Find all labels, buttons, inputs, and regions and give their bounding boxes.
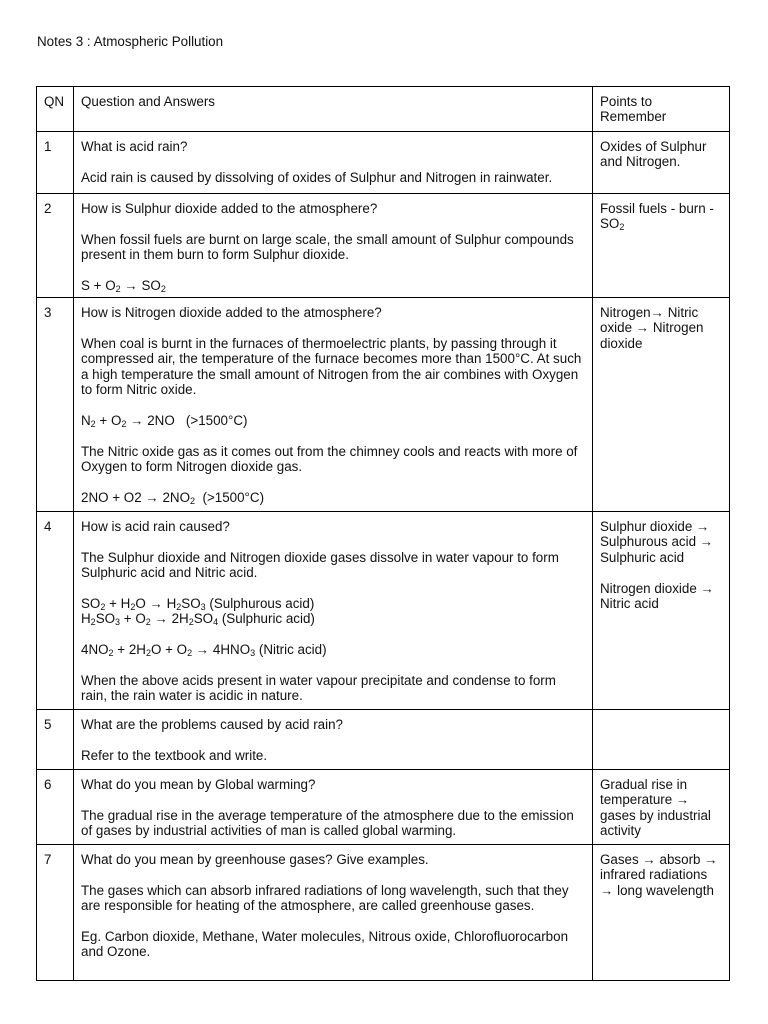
table-row [37, 770, 730, 845]
equation: $N_2 + O_2 \to 2NO$ (>1500°C) [81, 412, 248, 429]
answer: Eg. Carbon dioxide, Methane, Water molecules, Nitrous oxide, Chlorofluorocarbon and Ozone. [81, 929, 569, 960]
answer: The Sulphur dioxide and Nitrogen dioxide gases dissolve in water vapour to form Sulphuric acid and Nitric acid. [81, 549, 559, 581]
question: What are the problems caused by acid rain? [81, 717, 344, 732]
table-row [37, 194, 730, 298]
question: How is acid rain caused? [81, 519, 230, 534]
page-title: Notes 3 : Atmospheric Pollution [37, 34, 224, 49]
points-cell: Fossil fuels - burn - $SO_2$ [593, 194, 730, 298]
qn-cell: 5 [37, 710, 74, 770]
equation: $S + O_2 \to SO_2$ [81, 278, 166, 294]
question: What do you mean by Global warming? [81, 777, 316, 792]
answer: The gases which can absorb infrared radiations of long wavelength, such that they are responsible for heating of the atmosphere, are called greenhouse gases. [81, 882, 569, 914]
points-cell [593, 710, 730, 770]
answer: When fossil fuels are burnt on large scale, the small amount of Sulphur compounds present in them burn to form Sulphur dioxide. [81, 231, 574, 263]
answer: When the above acids present in water vapour precipitate and condense to form rain, the rain water is acidic in nature. [81, 673, 556, 704]
header-points-to-remember: Points to Remember [593, 87, 730, 132]
qa-cell [74, 845, 593, 981]
table-row [37, 132, 730, 194]
table-row [37, 710, 730, 770]
qa-cell [74, 770, 593, 845]
equation: $H_2SO_3 + O_2 \to 2H_2SO_4$ (Sulphuric acid) [81, 611, 315, 628]
header-question-answers: Question and Answers [74, 87, 593, 132]
question: What is acid rain? [81, 139, 188, 154]
table-row [37, 845, 730, 981]
points-cell: Gradual rise in temperature → gases by industrial activity [593, 770, 730, 845]
points-cell: Nitrogen→ Nitric oxide → Nitrogen dioxide [593, 298, 730, 512]
qa-cell [74, 512, 593, 710]
table-row [37, 298, 730, 512]
qa-cell [74, 710, 593, 770]
points-cell: Sulphur dioxide → Sulphurous acid → Sulphuric acid Nitrogen dioxide → Nitric acid [593, 512, 730, 710]
question: What do you mean by greenhouse gases? Give examples. [81, 852, 429, 867]
answer: Acid rain is caused by dissolving of oxides of Sulphur and Nitrogen in rainwater. [81, 169, 553, 185]
table-row [37, 512, 730, 710]
answer: The gradual rise in the average temperature of the atmosphere due to the emission of gases by industrial activities of man is called global warming. [81, 807, 574, 839]
equation-group [81, 596, 585, 627]
qn-cell: 6 [37, 770, 74, 845]
qn-cell: 3 [37, 298, 74, 512]
answer: When coal is burnt in the furnaces of thermoelectric plants, by passing through it compressed air, the temperature of the furnace becomes more than 1500°C. At such a high temperature the small amount of Nitrogen from the air combines with Oxygen to form Nitric oxide. [81, 335, 582, 398]
qa-cell [74, 194, 593, 298]
notes-table [36, 86, 730, 981]
equation: $2NO + O2 \to 2NO_2$ (>1500°C) [81, 489, 265, 506]
qn-cell: 2 [37, 194, 74, 298]
points-cell: Oxides of Sulphur and Nitrogen. [593, 132, 730, 194]
equation: $SO_2 + H_2O \to H_2SO_3$ (Sulphurous acid) [81, 596, 315, 612]
points-cell: Gases → absorb → infrared radiations → long wavelength [593, 845, 730, 981]
header-qn: QN [37, 87, 74, 132]
question: How is Nitrogen dioxide added to the atmosphere? [81, 305, 382, 320]
answer: Refer to the textbook and write. [81, 747, 268, 763]
question: How is Sulphur dioxide added to the atmosphere? [81, 201, 378, 216]
equation: $4NO_2 + 2H_2O + O_2 \to 4HNO_3$ (Nitric acid) [81, 642, 327, 659]
qn-cell: 7 [37, 845, 74, 981]
header-row [37, 87, 730, 132]
qa-cell [74, 298, 593, 512]
qa-cell [74, 132, 593, 194]
qn-cell: 1 [37, 132, 74, 194]
answer: The Nitric oxide gas as it comes out from the chimney cools and reacts with more of Oxygen to form Nitrogen dioxide gas. [81, 443, 578, 475]
qn-cell: 4 [37, 512, 74, 710]
